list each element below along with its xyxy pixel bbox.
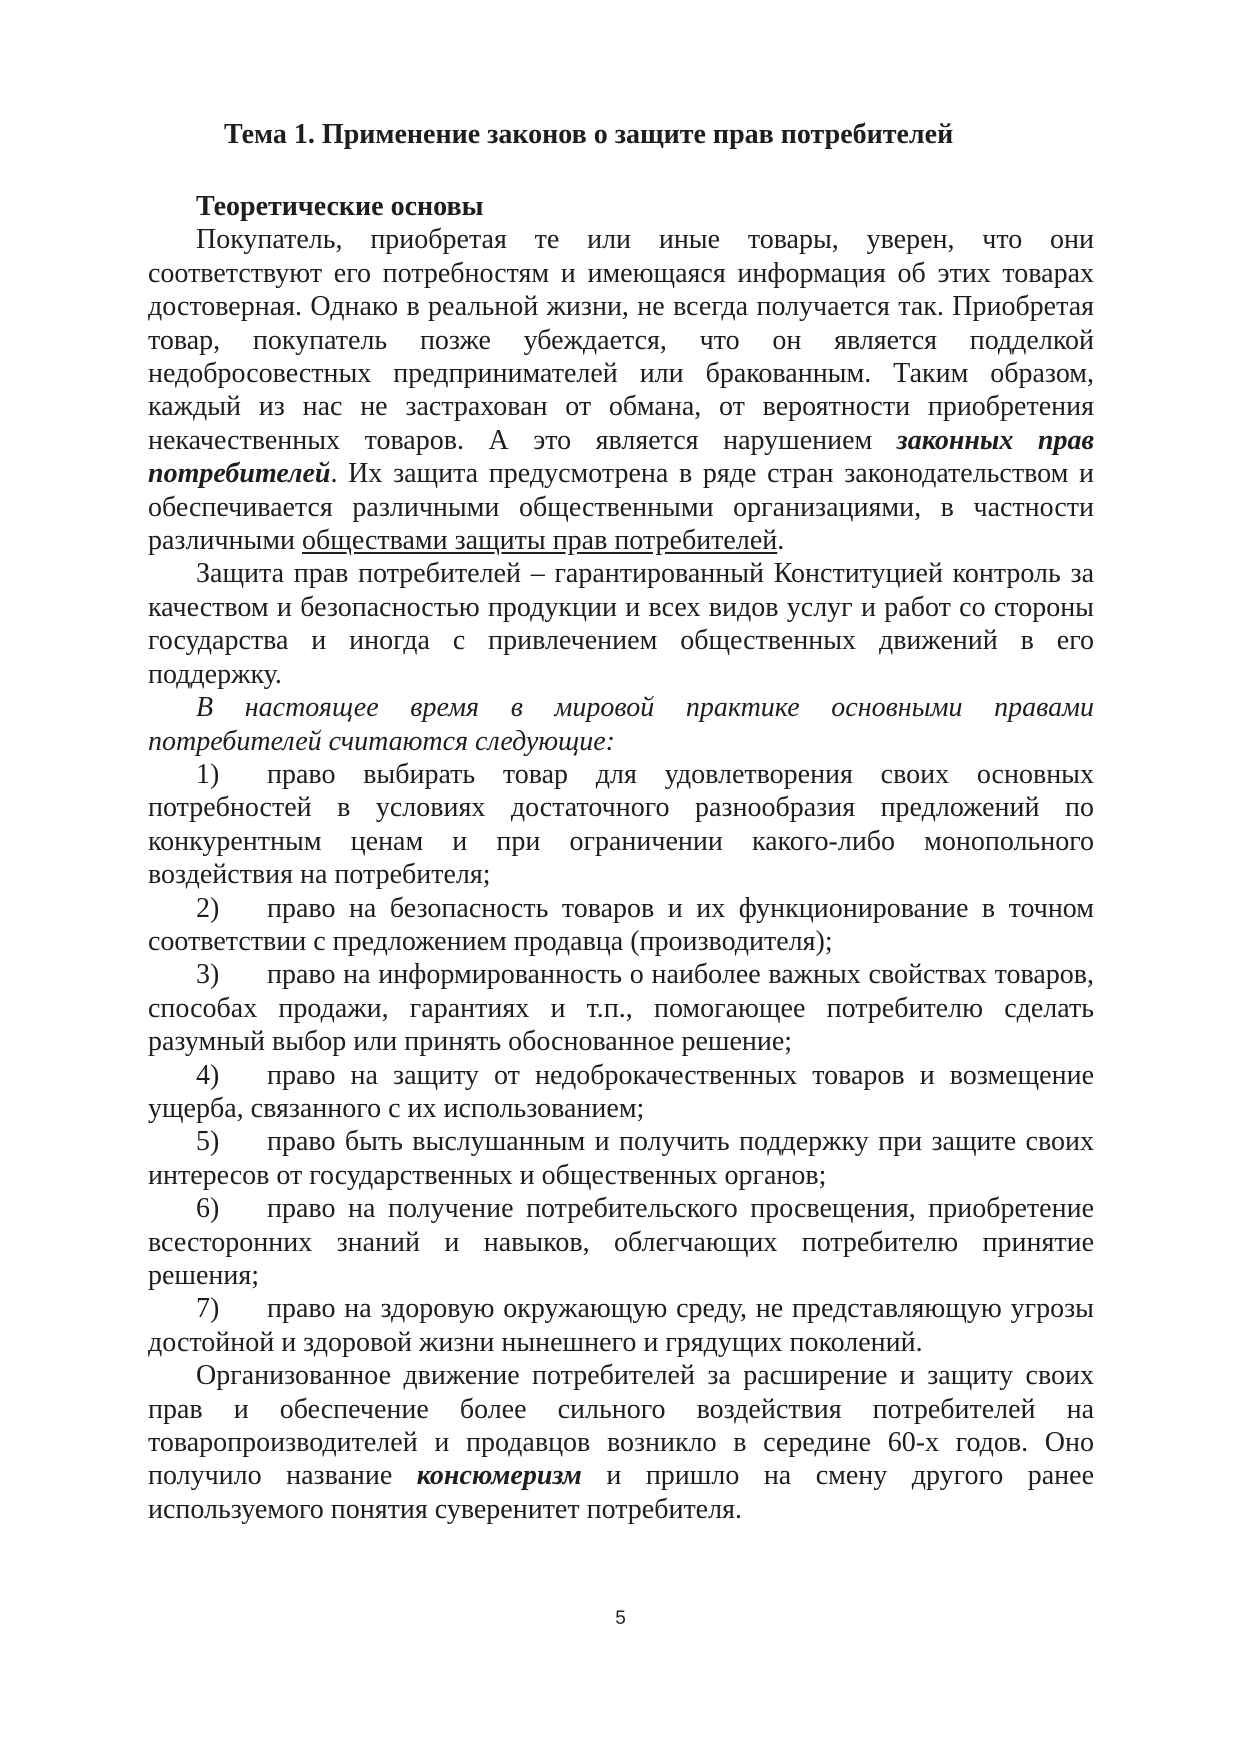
list-item-text: право на защиту от недоброкачественных товаров и возмещение ущерба, связанного с их использованием; bbox=[148, 1059, 1094, 1124]
list-item-number: 2) bbox=[196, 892, 220, 924]
paragraph-consumerism-text-c: и пришло на смену другого ранее используемого понятия суверенитет потребителя. bbox=[148, 1460, 1094, 1525]
list-item bbox=[148, 1059, 1094, 1126]
paragraph-consumerism bbox=[148, 1359, 1094, 1526]
list-item bbox=[148, 758, 1094, 892]
list-item bbox=[148, 1192, 1094, 1292]
paragraph-consumerism-text-a: Организованное движение потребителей за расширение и защиту своих прав и обеспечение более сильного воздействия потребителей на товаропроизводителей и продавцов возникло в середине 60-х годов. Оно получило название bbox=[148, 1360, 1094, 1492]
paragraph-intro-text-c: . Их защита предусмотрена в ряде стран законодательством и обеспечивается различными общественными организациями, в частности различными bbox=[148, 458, 1094, 557]
emphasis-consumerism: консюмеризм bbox=[416, 1460, 582, 1492]
list-item bbox=[148, 958, 1094, 1058]
paragraph-intro-text-e: . bbox=[777, 525, 785, 557]
list-item-text: право выбирать товар для удовлетворения своих основных потребностей в условиях достаточного разнообразия предложений по конкурентным ценам и при ограничении какого-либо монопольного воздействия на потребителя; bbox=[148, 758, 1094, 891]
topic-title: Тема 1. Применение законов о защите прав потребителей bbox=[224, 119, 954, 150]
paragraph-rights-intro: В настоящее время в мировой практике основными правами потребителей считаются следующие: bbox=[148, 692, 1094, 757]
list-item bbox=[148, 892, 1094, 959]
link-consumer-societies[interactable]: обществами защиты прав потребителей bbox=[302, 525, 778, 557]
list-item-number: 1) bbox=[196, 758, 220, 790]
list-item-text: право на безопасность товаров и их функционирование в точном соответствии с предложением продавца (производителя); bbox=[148, 892, 1094, 957]
emphasis-consumer-rights: законных прав потребителей bbox=[148, 424, 1094, 490]
section-heading: Теоретические основы bbox=[196, 191, 484, 222]
document-page bbox=[148, 118, 1094, 1526]
list-item-text: право на получение потребительского просвещения, приобретение всесторонних знаний и навыков, облегчающих потребителю принятие решения; bbox=[148, 1193, 1094, 1291]
paragraph-intro-text-a: Покупатель, приобретая те или иные товары, уверен, что они соответствуют его потребностям и имеющаяся информация об этих товарах достоверная. Однако в реальной жизни, не всегда получается так. Приобретая товар, покупатель позже убеждается, что он является подделкой недобросовестных предпринимателей или бракованным. Таким образом, каждый из нас не застрахован от обмана, от вероятности приобретения некачественных товаров. А это является нарушением bbox=[148, 224, 1094, 456]
list-item-number: 4) bbox=[196, 1059, 220, 1091]
page-number: 5 bbox=[615, 1608, 626, 1629]
list-item-text: право на здоровую окружающую среду, не представляющую угрозы достойной и здоровой жизни нынешнего и грядущих поколений. bbox=[148, 1293, 1094, 1358]
list-item bbox=[148, 1292, 1094, 1359]
list-item-text: право на информированность о наиболее важных свойствах товаров, способах продажи, гарантиях и т.п., помогающее потребителю сделать разумный выбор или принять обоснованное решение; bbox=[148, 959, 1094, 1058]
paragraph-definition: Защита прав потребителей – гарантированный Конституцией контроль за качеством и безопасностью продукции и всех видов услуг и работ со стороны государства и иногда с привлечением общественных движений в его поддержку. bbox=[148, 558, 1094, 690]
rights-list bbox=[148, 758, 1094, 1359]
list-item-text: право быть выслушанным и получить поддержку при защите своих интересов от государственных и общественных органов; bbox=[148, 1126, 1094, 1191]
list-item-number: 6) bbox=[196, 1193, 220, 1225]
paragraph-intro bbox=[148, 223, 1094, 557]
list-item bbox=[148, 1125, 1094, 1192]
list-item-number: 7) bbox=[196, 1293, 220, 1325]
list-item-number: 5) bbox=[196, 1126, 220, 1158]
list-item-number: 3) bbox=[196, 959, 220, 991]
